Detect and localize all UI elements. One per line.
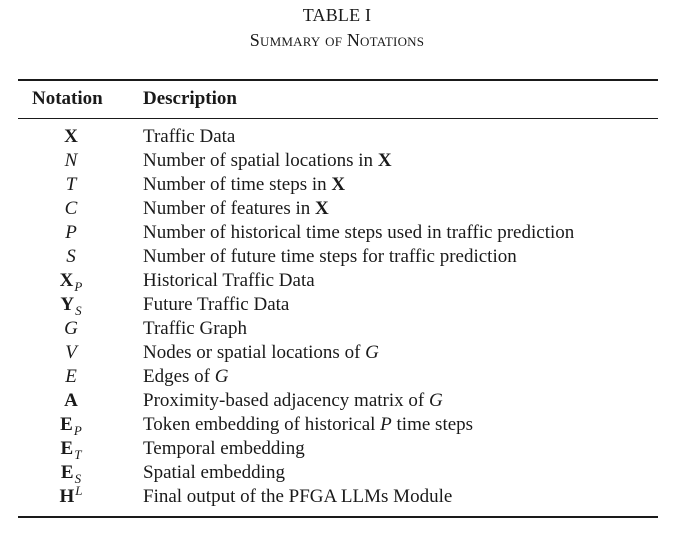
description-text: Token embedding of historical	[143, 414, 381, 435]
table-row	[0, 125, 674, 149]
description-text: Temporal embedding	[143, 438, 305, 459]
table-row	[0, 341, 674, 365]
description-cell	[143, 197, 329, 221]
notation-symbol: X	[64, 126, 78, 147]
description-math: G	[428, 390, 443, 411]
table-row	[0, 485, 674, 509]
notation-cell	[18, 221, 124, 245]
notation-symbol: E	[65, 366, 77, 387]
notation-cell	[18, 437, 124, 462]
bottom-rule	[18, 516, 658, 518]
description-math: P	[380, 414, 392, 435]
description-cell	[143, 221, 574, 245]
description-text: Edges of	[143, 366, 215, 387]
description-math: G	[214, 366, 229, 387]
notation-symbol: Y	[60, 294, 75, 315]
description-math: X	[377, 150, 392, 171]
table-label: TABLE I	[302, 5, 372, 25]
notation-cell	[18, 365, 124, 389]
description-cell	[143, 341, 379, 365]
notation-cell	[18, 461, 124, 486]
description-cell	[143, 317, 247, 341]
notation-symbol: E	[60, 414, 73, 435]
notation-symbol: C	[64, 198, 78, 219]
notation-cell	[18, 173, 124, 197]
top-rule	[18, 79, 658, 81]
description-text: Traffic Graph	[143, 318, 247, 339]
table-row	[0, 317, 674, 341]
description-cell	[143, 365, 229, 389]
description-text: Historical Traffic Data	[143, 270, 315, 291]
description-text: Number of features in	[143, 198, 315, 219]
description-cell	[143, 413, 473, 437]
notation-symbol: S	[66, 246, 76, 267]
table-row	[0, 461, 674, 485]
description-text: Spatial embedding	[143, 462, 285, 483]
description-cell	[143, 437, 305, 461]
notation-superscript: L	[75, 483, 83, 498]
table-row	[0, 365, 674, 389]
table-row	[0, 269, 674, 293]
description-text: Future Traffic Data	[143, 294, 290, 315]
description-math: G	[365, 342, 379, 363]
description-cell	[143, 389, 443, 413]
description-text: Final output of the PFGA LLMs Module	[143, 486, 453, 507]
table-row	[0, 173, 674, 197]
table-row	[0, 149, 674, 173]
description-cell	[143, 173, 345, 197]
notation-symbol: X	[59, 270, 74, 291]
header-description: Description	[143, 88, 237, 109]
notation-symbol: G	[64, 318, 78, 339]
notation-cell	[18, 197, 124, 221]
description-cell	[143, 461, 285, 485]
description-cell	[143, 485, 452, 509]
notation-cell	[18, 341, 124, 365]
description-text: Number of spatial locations in	[143, 150, 378, 171]
notation-subscript: T	[74, 447, 82, 462]
description-text: Nodes or spatial locations of	[143, 342, 366, 363]
table-row	[0, 197, 674, 221]
notation-symbol: V	[65, 342, 77, 363]
description-text: Number of time steps in	[143, 174, 332, 195]
description-text: Proximity-based adjacency matrix of	[143, 390, 429, 411]
notation-symbol: E	[60, 438, 74, 459]
notation-table-body	[0, 125, 674, 509]
notation-subscript: P	[74, 279, 83, 294]
notation-cell	[18, 125, 124, 149]
table-row	[0, 245, 674, 269]
notation-symbol: T	[65, 174, 77, 195]
notation-cell	[18, 389, 124, 413]
description-cell	[143, 125, 235, 149]
table-row	[0, 221, 674, 245]
description-cell	[143, 149, 392, 173]
notation-symbol: E	[60, 462, 74, 483]
table-title: Summary of Notations	[249, 30, 425, 50]
notation-cell	[18, 149, 124, 173]
description-cell	[143, 245, 517, 269]
header-rule	[18, 118, 658, 119]
description-math: X	[315, 198, 329, 219]
table-row	[0, 413, 674, 437]
notation-symbol: A	[64, 390, 78, 411]
description-cell	[143, 269, 315, 293]
description-cell	[143, 293, 289, 317]
table-row	[0, 389, 674, 413]
notation-cell	[18, 317, 124, 341]
table-row	[0, 437, 674, 461]
description-tail: time steps	[391, 414, 474, 435]
notation-subscript: S	[74, 471, 82, 486]
table-row	[0, 293, 674, 317]
notation-cell	[18, 485, 124, 510]
description-text: Traffic Data	[143, 126, 236, 147]
notation-cell	[18, 293, 124, 318]
description-math: X	[331, 174, 346, 195]
notation-cell	[18, 245, 124, 269]
notation-subscript: P	[73, 423, 82, 438]
notation-symbol: N	[64, 150, 78, 171]
notation-cell	[18, 413, 124, 438]
description-text: Number of future time steps for traffic prediction	[143, 246, 517, 267]
notation-symbol: P	[65, 222, 77, 243]
notation-symbol: H	[59, 486, 75, 507]
notation-cell	[18, 269, 124, 294]
header-notation: Notation	[32, 88, 103, 109]
description-text: Number of historical time steps used in traffic prediction	[143, 222, 575, 243]
notation-subscript: S	[75, 303, 82, 318]
